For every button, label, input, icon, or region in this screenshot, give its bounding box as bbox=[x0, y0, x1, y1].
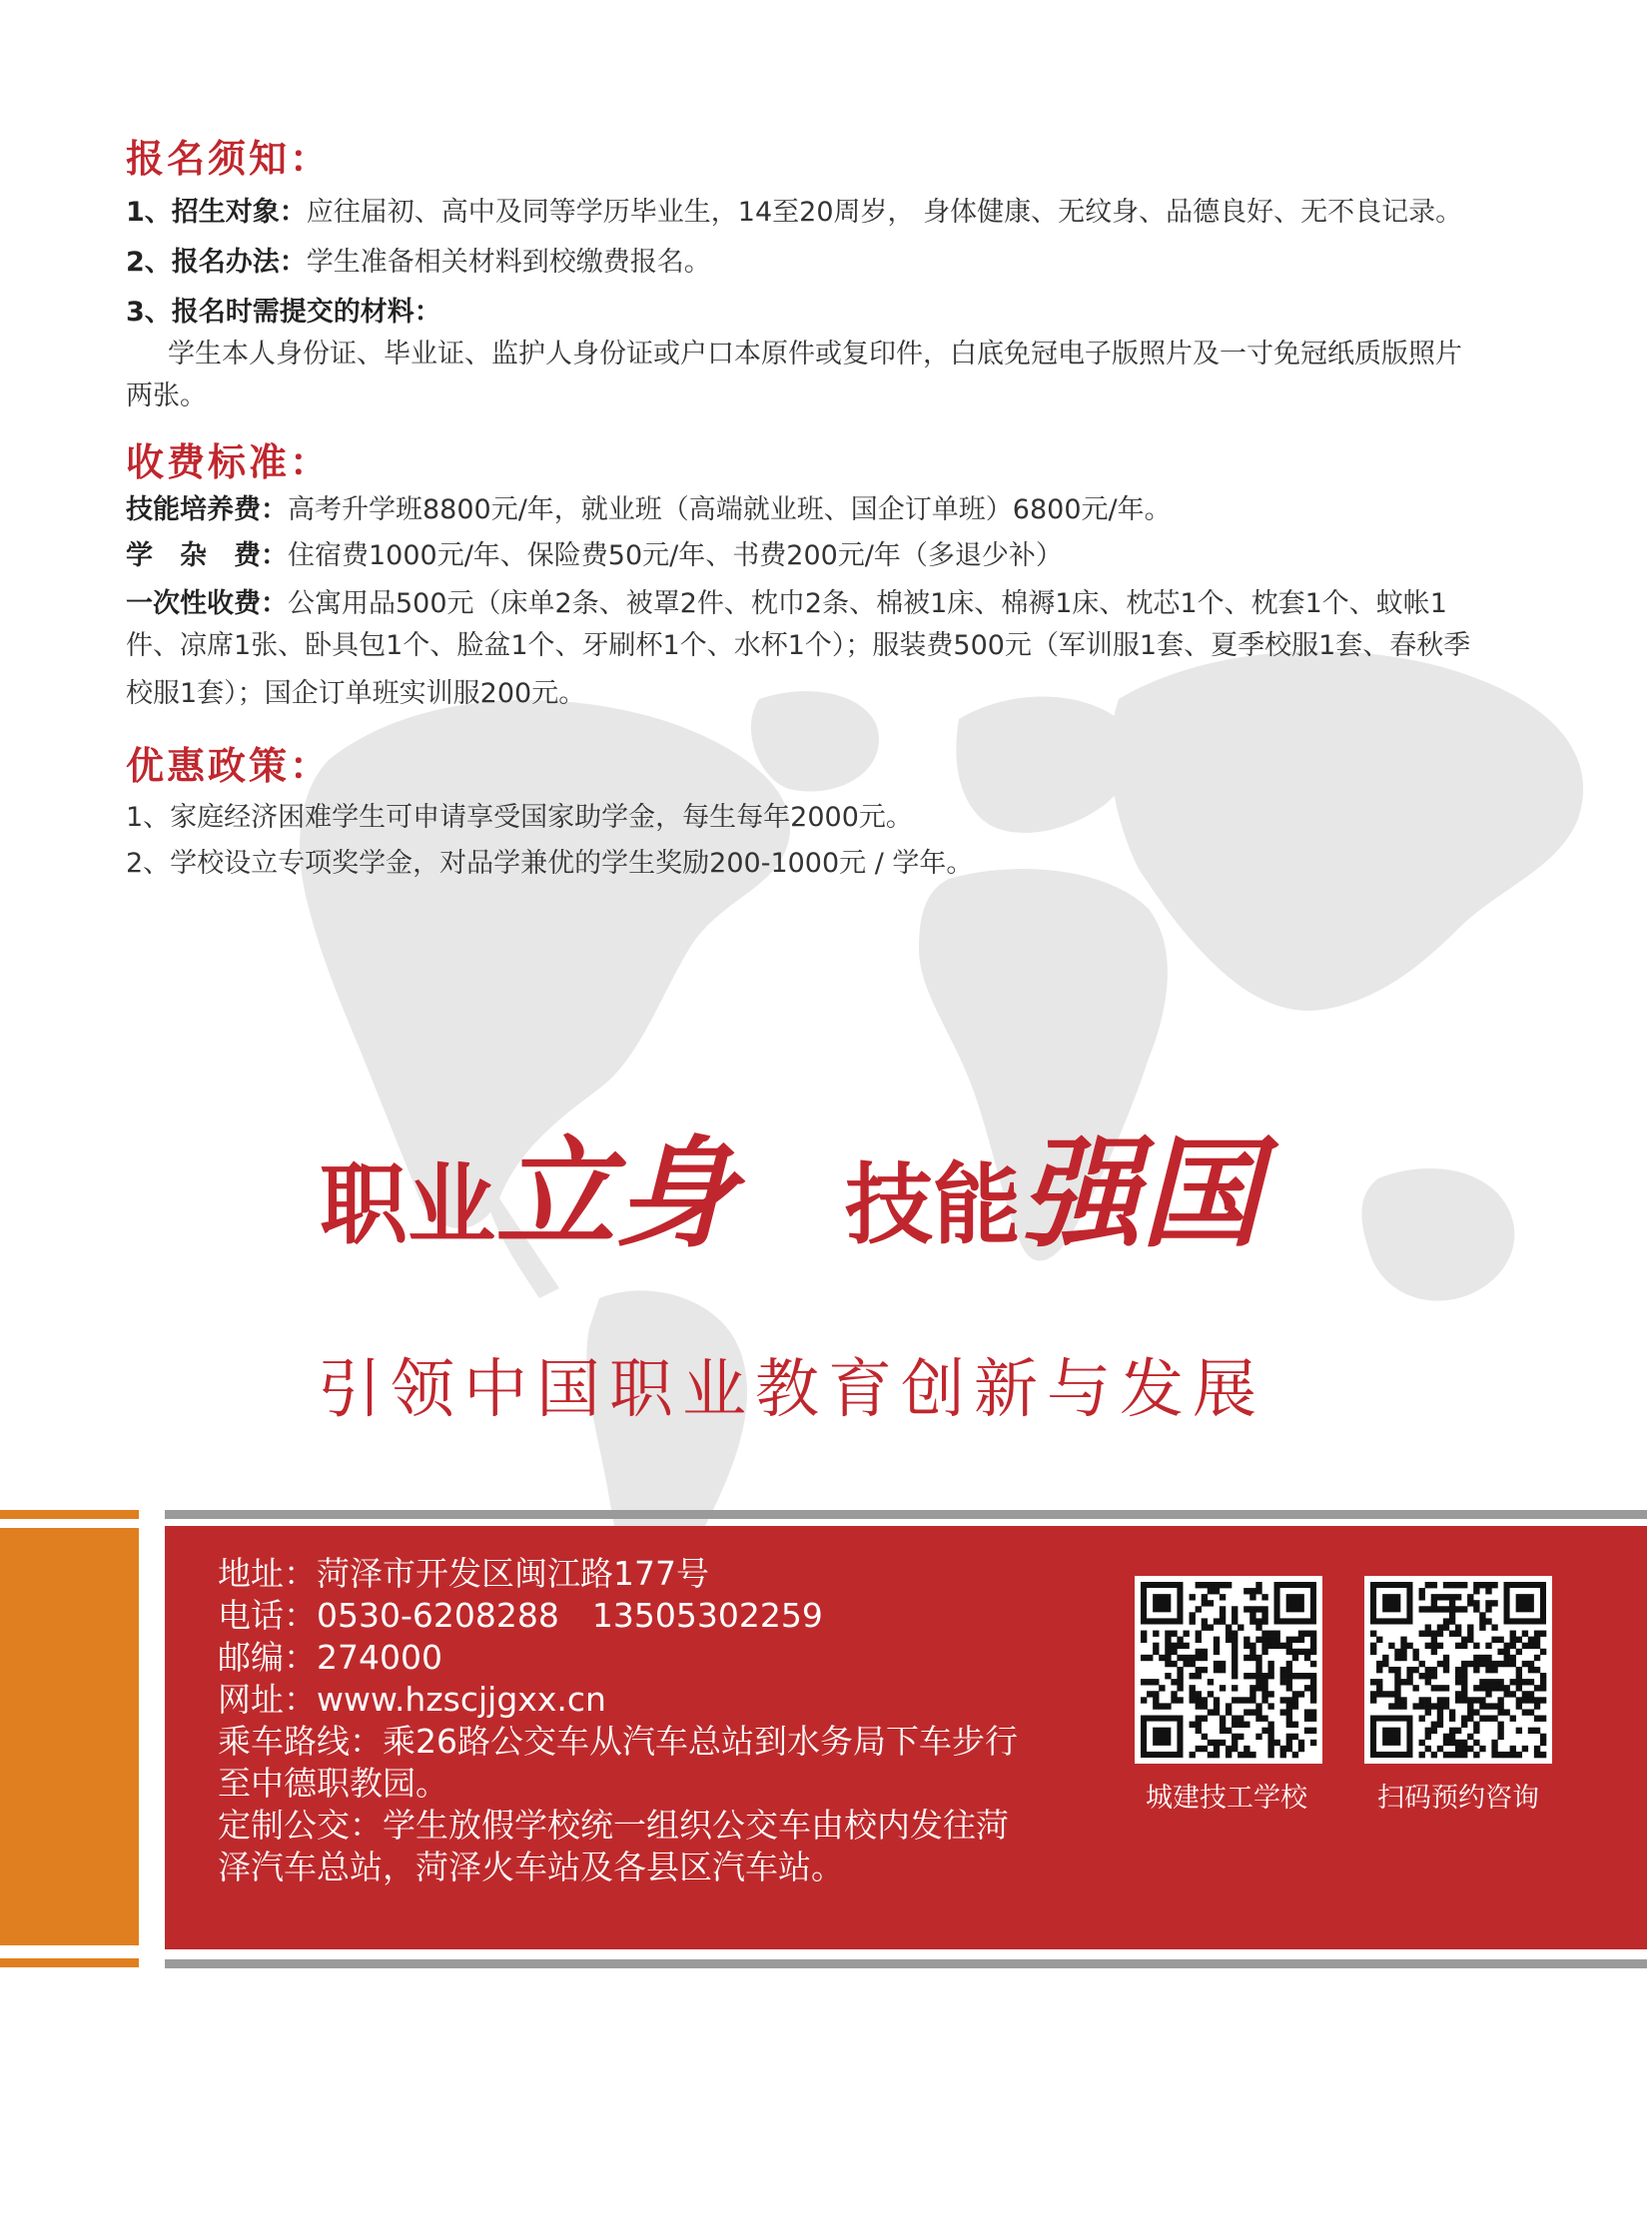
orange-side-block bbox=[0, 1528, 139, 1945]
contact-website: 网址：www.hzscjjgxx.cn bbox=[218, 1680, 606, 1719]
contact-postcode: 邮编：274000 bbox=[218, 1638, 442, 1677]
divider-gray-bottom bbox=[165, 1959, 1647, 1968]
divider-gray-top bbox=[165, 1510, 1647, 1519]
fees-onetime-label: 一次性收费： bbox=[126, 588, 288, 619]
fees-onetime-line1: 公寓用品500元（床单2条、被罩2件、枕巾2条、棉被1床、棉褥1床、枕芯1个、枕套1个、蚊帐1 bbox=[288, 588, 1447, 619]
divider-orange-bottom bbox=[0, 1958, 139, 1967]
policy-item-1: 1、家庭经济困难学生可申请享受国家助学金，每生每年2000元。 bbox=[126, 802, 913, 833]
registration-item-1-text: 应往届初、高中及同等学历毕业生，14至20周岁， 身体健康、无纹身、品德良好、无不良记录。 bbox=[306, 197, 1463, 228]
contact-info bbox=[218, 1553, 1077, 1888]
qr-caption-left: 城建技工学校 bbox=[1146, 1783, 1307, 1814]
slogan-part3: 技能 bbox=[845, 1152, 1022, 1256]
registration-item-2 bbox=[126, 242, 1544, 284]
fees-training-text: 高考升学班8800元/年，就业班（高端就业班、国企订单班）6800元/年。 bbox=[288, 494, 1172, 525]
slogan-main bbox=[320, 1099, 1260, 1270]
fees-misc-label: 学 杂 费： bbox=[126, 540, 288, 571]
slogan-part4: 强国 bbox=[1021, 1123, 1261, 1264]
registration-item-1 bbox=[126, 192, 1544, 234]
registration-item-1-label: 1、招生对象： bbox=[126, 197, 307, 228]
contact-bus-line1: 定制公交：学生放假学校统一组织公交车由校内发往菏 bbox=[218, 1806, 1009, 1845]
qr-code-consult-icon bbox=[1364, 1576, 1552, 1764]
fees-training-label: 技能培养费： bbox=[126, 494, 288, 525]
registration-item-2-text: 学生准备相关材料到校缴费报名。 bbox=[306, 247, 711, 278]
slogan-part1: 职业 bbox=[320, 1152, 496, 1256]
contact-bus-line2: 泽汽车总站，菏泽火车站及各县区汽车站。 bbox=[218, 1848, 844, 1886]
qr-code-school-icon bbox=[1135, 1576, 1322, 1764]
registration-title: 报名须知： bbox=[126, 137, 332, 181]
contact-route-line2: 至中德职教园。 bbox=[218, 1764, 448, 1803]
policy-title: 优惠政策： bbox=[126, 744, 332, 788]
qr-code-school[interactable] bbox=[1135, 1576, 1322, 1764]
fees-onetime-line2: 件、凉席1张、卧具包1个、脸盆1个、牙刷杯1个、水杯1个）；服装费500元（军训服1套、夏季校服1套、春秋季 bbox=[126, 630, 1471, 661]
contact-route-line1: 乘车路线：乘26路公交车从汽车总站到水务局下车步行 bbox=[218, 1722, 1018, 1761]
registration-item-3-label: 3、报名时需提交的材料： bbox=[126, 297, 441, 328]
contact-address: 地址：菏泽市开发区闽江路177号 bbox=[218, 1554, 709, 1593]
fees-title: 收费标准： bbox=[126, 440, 332, 484]
registration-item-3 bbox=[126, 292, 1544, 334]
fees-misc bbox=[126, 535, 1544, 577]
registration-item-3-text-line2: 两张。 bbox=[126, 380, 207, 411]
qr-caption-right: 扫码预约咨询 bbox=[1377, 1783, 1539, 1814]
registration-item-2-label: 2、报名办法： bbox=[126, 247, 307, 278]
policy-item-2: 2、学校设立专项奖学金，对品学兼优的学生奖励200-1000元 / 学年。 bbox=[126, 848, 974, 879]
registration-item-3-text-line1: 学生本人身份证、毕业证、监护人身份证或户口本原件或复印件，白底免冠电子版照片及一寸免冠纸质版照片 bbox=[168, 339, 1462, 370]
fees-misc-text: 住宿费1000元/年、保险费50元/年、书费200元/年（多退少补） bbox=[288, 540, 1063, 571]
fees-onetime-line3: 校服1套）；国企订单班实训服200元。 bbox=[126, 678, 586, 709]
fees-training bbox=[126, 489, 1544, 531]
divider-orange-top bbox=[0, 1510, 139, 1519]
contact-phone: 电话：0530-6208288 13505302259 bbox=[218, 1596, 823, 1635]
fees-onetime bbox=[126, 583, 1544, 625]
slogan-subtitle: 引领中国职业教育创新与发展 bbox=[318, 1353, 1265, 1427]
slogan-part2: 立身 bbox=[495, 1123, 736, 1264]
qr-code-consult[interactable] bbox=[1364, 1576, 1552, 1764]
